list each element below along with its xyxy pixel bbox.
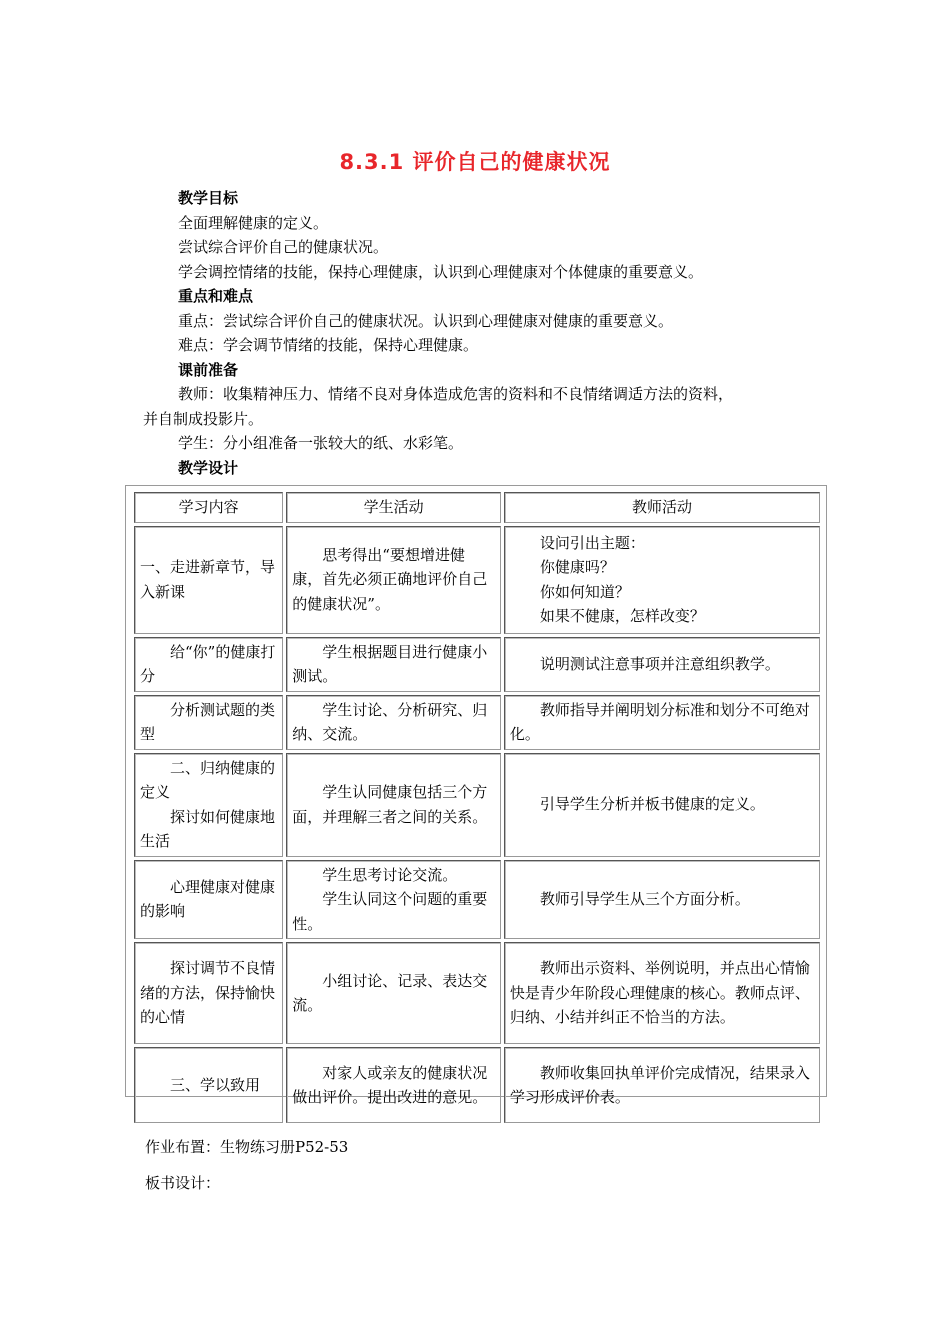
document-title: 8.3.1 评价自己的健康状况 [339,150,611,174]
cell-content: 二、归纳健康的定义 探讨如何健康地生活 [134,753,283,857]
cell-student: 学生认同健康包括三个方面，并理解三者之间的关系。 [286,753,501,857]
objective-item: 尝试综合评价自己的健康状况。 [178,238,389,256]
header-student-activity: 学生活动 [286,492,501,523]
cell-teacher: 设问引出主题： 你健康吗？ 你如何知道？ 如果不健康，怎样改变？ [504,526,820,634]
prep-teacher-continued: 并自制成投影片。 [143,409,264,428]
cell-teacher: 说明测试注意事项并注意组织教学。 [504,637,820,692]
cell-teacher: 引导学生分析并板书健康的定义。 [504,753,820,857]
cell-content: 探讨调节不良情绪的方法，保持愉快的心情 [134,942,283,1044]
table-row [134,753,820,857]
table-row [134,695,820,750]
objective-item: 学会调控情绪的技能，保持心理健康，认识到心理健康对个体健康的重要意义。 [178,262,704,281]
cell-student: 思考得出“要想增进健康，首先必须正确地评价自己的健康状况”。 [286,526,501,634]
cell-content: 三、学以致用 [134,1047,283,1123]
cell-student: 小组讨论、记录、表达交流。 [286,942,501,1044]
keypoints-heading: 重点和难点 [178,287,254,305]
prep-student: 学生：分小组准备一张较大的纸、水彩笔。 [178,434,464,452]
cell-student: 学生根据题目进行健康小测试。 [286,637,501,692]
table-row [134,1047,820,1123]
prep-teacher: 教师：收集精神压力、情绪不良对身体造成危害的资料和不良情绪调适方法的资料， [178,385,734,403]
objectives-heading: 教学目标 [178,189,239,207]
board-design-label: 板书设计： [145,1174,221,1192]
keypoint-item: 难点：学会调节情绪的技能，保持心理健康。 [178,336,479,354]
cell-teacher: 教师指导并阐明划分标准和划分不可绝对化。 [504,695,820,750]
cell-teacher: 教师引导学生从三个方面分析。 [504,860,820,940]
cell-student: 学生讨论、分析研究、归纳、交流。 [286,695,501,750]
table-row [134,637,820,692]
table-header-row [134,492,820,523]
cell-content: 分析测试题的类型 [134,695,283,750]
table-row [134,860,820,940]
cell-content: 一、走进新章节，导入新课 [134,526,283,634]
homework-assignment: 作业布置：生物练习册P52-53 [145,1138,349,1156]
keypoint-item: 重点：尝试综合评价自己的健康状况。认识到心理健康对健康的重要意义。 [178,311,674,330]
table-row [134,526,820,634]
teaching-design-table [131,489,823,1126]
prep-heading: 课前准备 [178,360,239,379]
lesson-plan-body [143,186,823,480]
header-teacher-activity: 教师活动 [504,492,820,523]
cell-teacher: 教师出示资料、举例说明，并点出心情愉快是青少年阶段心理健康的核心。教师点评、归纳、小结并纠正不恰当的方法。 [504,942,820,1044]
cell-content: 给“你”的健康打分 [134,637,283,692]
objective-item: 全面理解健康的定义。 [178,213,329,232]
cell-student: 对家人或亲友的健康状况做出评价。提出改进的意见。 [286,1047,501,1123]
cell-content: 心理健康对健康的影响 [134,860,283,940]
cell-teacher: 教师收集回执单评价完成情况，结果录入学习形成评价表。 [504,1047,820,1123]
header-content: 学习内容 [134,492,283,523]
table-row [134,942,820,1044]
design-heading: 教学设计 [178,458,239,477]
cell-student: 学生思考讨论交流。 学生认同这个问题的重要性。 [286,860,501,940]
teaching-design-table-frame [125,485,827,1106]
